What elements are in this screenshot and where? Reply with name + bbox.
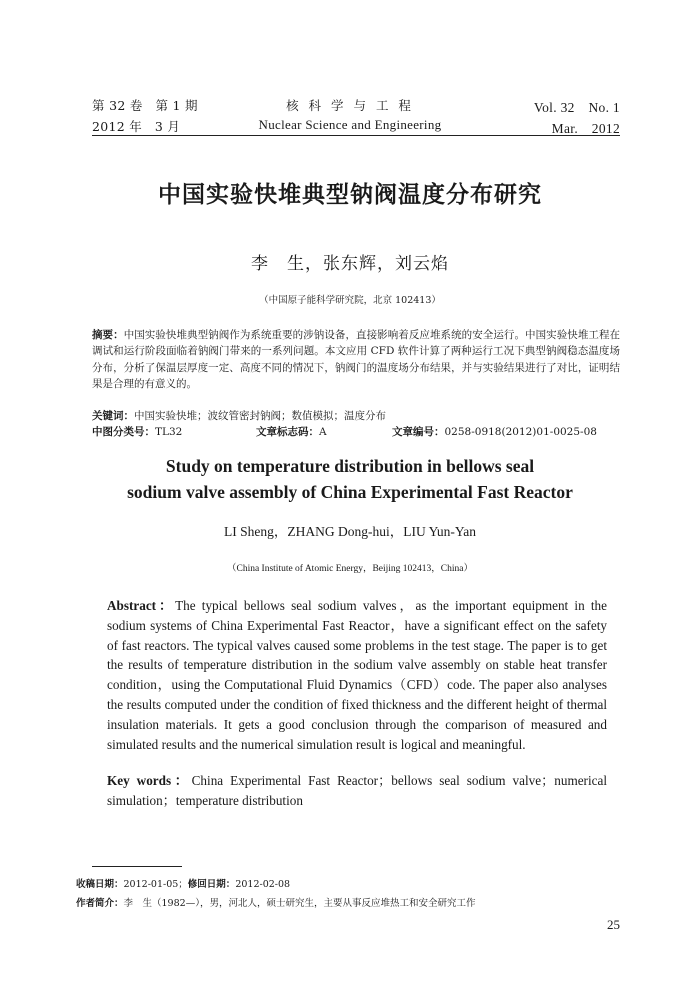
footnote-author-bio xyxy=(76,895,475,909)
article-no-label: 文章编号： xyxy=(392,426,445,438)
affiliation-en: （China Institute of Atomic Energy，Beijing 102413，China） xyxy=(226,564,473,574)
abstract-en xyxy=(107,596,607,754)
keywords-en-label: Key words： xyxy=(107,773,192,788)
abstract-en-text: The typical bellows seal sodium valves，as the important equipment in the sodium systems of China Experimental Fast Reactor，have a significant effect on the safety of fast reactors. The typical valves caused some problems in the test stage. The paper is to get the results of temperature distribution in the sodium valve assembly on stable heat transfer condition，using the Computational Fluid Dynamics（CFD）code. The paper also analyses the results computed under the condition of fixed thickness and the different height of thermal insulation materials. It gets a good conclusion through the comparison of measured and simulated results and the numerical simulation result is logical and meaningful. xyxy=(107,598,607,752)
keywords-cn-text: 中国实验快堆；波纹管密封钠阀；数值模拟；温度分布 xyxy=(134,410,386,422)
header-journal-en: Nuclear Science and Engineering xyxy=(258,117,442,132)
article-number xyxy=(392,424,597,440)
keywords-en-text: China Experimental Fast Reactor；bellows seal sodium valve；numerical simulation；temperature distribution xyxy=(107,773,607,808)
title-en xyxy=(0,453,700,505)
authors-cn: 李 生，张东辉，刘云焰 xyxy=(251,254,449,274)
page-number: 25 xyxy=(607,917,620,932)
keywords-cn xyxy=(92,408,620,424)
header-volume-en: Vol. 32 No. 1 xyxy=(533,100,620,115)
abstract-en-label: Abstract： xyxy=(107,598,176,613)
header-journal-cn: 核 科 学 与 工 程 xyxy=(286,98,414,113)
header-date-cn: 2012 年 3 月 xyxy=(92,119,181,134)
bio-label: 作者简介： xyxy=(76,898,124,909)
bio-value: 李 生（1982—），男，河北人，硕士研究生，主要从事反应堆热工和安全研究工作 xyxy=(123,898,476,909)
header-date-en: Mar. 2012 xyxy=(551,121,620,136)
title-en-line2: sodium valve assembly of China Experimental Fast Reactor xyxy=(127,482,573,502)
keywords-en xyxy=(107,771,607,811)
clc-value: TL32 xyxy=(155,426,183,438)
doc-code-label: 文章标志码： xyxy=(256,426,319,438)
footnote-dates xyxy=(76,876,290,890)
doc-code-value: A xyxy=(319,426,327,438)
clc-number xyxy=(92,424,182,440)
authors-en: LI Sheng，ZHANG Dong-hui，LIU Yun-Yan xyxy=(224,524,476,539)
abstract-cn-label: 摘要： xyxy=(92,329,124,341)
affiliation-cn: （中国原子能科学研究院，北京 102413） xyxy=(259,295,441,306)
header-rule xyxy=(92,135,620,136)
received-value: 2012-01-05； xyxy=(123,879,188,890)
title-cn: 中国实验快堆典型钠阀温度分布研究 xyxy=(158,182,542,208)
footnote-rule xyxy=(92,866,182,867)
revised-value: 2012-02-08 xyxy=(235,879,291,890)
clc-label: 中图分类号： xyxy=(92,426,155,438)
revised-label: 修回日期： xyxy=(187,879,236,890)
title-en-line1: Study on temperature distribution in bellows seal xyxy=(165,456,535,476)
abstract-cn xyxy=(92,327,620,392)
doc-code xyxy=(256,424,327,440)
article-no-value: 0258-0918(2012)01-0025-08 xyxy=(444,426,597,438)
keywords-cn-label: 关键词： xyxy=(92,410,134,422)
abstract-cn-text: 中国实验快堆典型钠阀作为系统重要的涉钠设备，直接影响着反应堆系统的安全运行。中国实验快堆工程在调试和运行阶段面临着钠阀门带来的一系列问题。本文应用 CFD 软件计算了两种运行工况下典型钠阀稳态温度场分布，分析了保温层厚度一定、高度不同的情况下，钠阀门的温度场分布结果，并与实验结果进行了对比，证明结果是合理的有意义的。 xyxy=(92,329,621,390)
received-label: 收稿日期： xyxy=(76,879,124,890)
header-volume-cn: 第 32 卷 第 1 期 xyxy=(92,98,198,113)
